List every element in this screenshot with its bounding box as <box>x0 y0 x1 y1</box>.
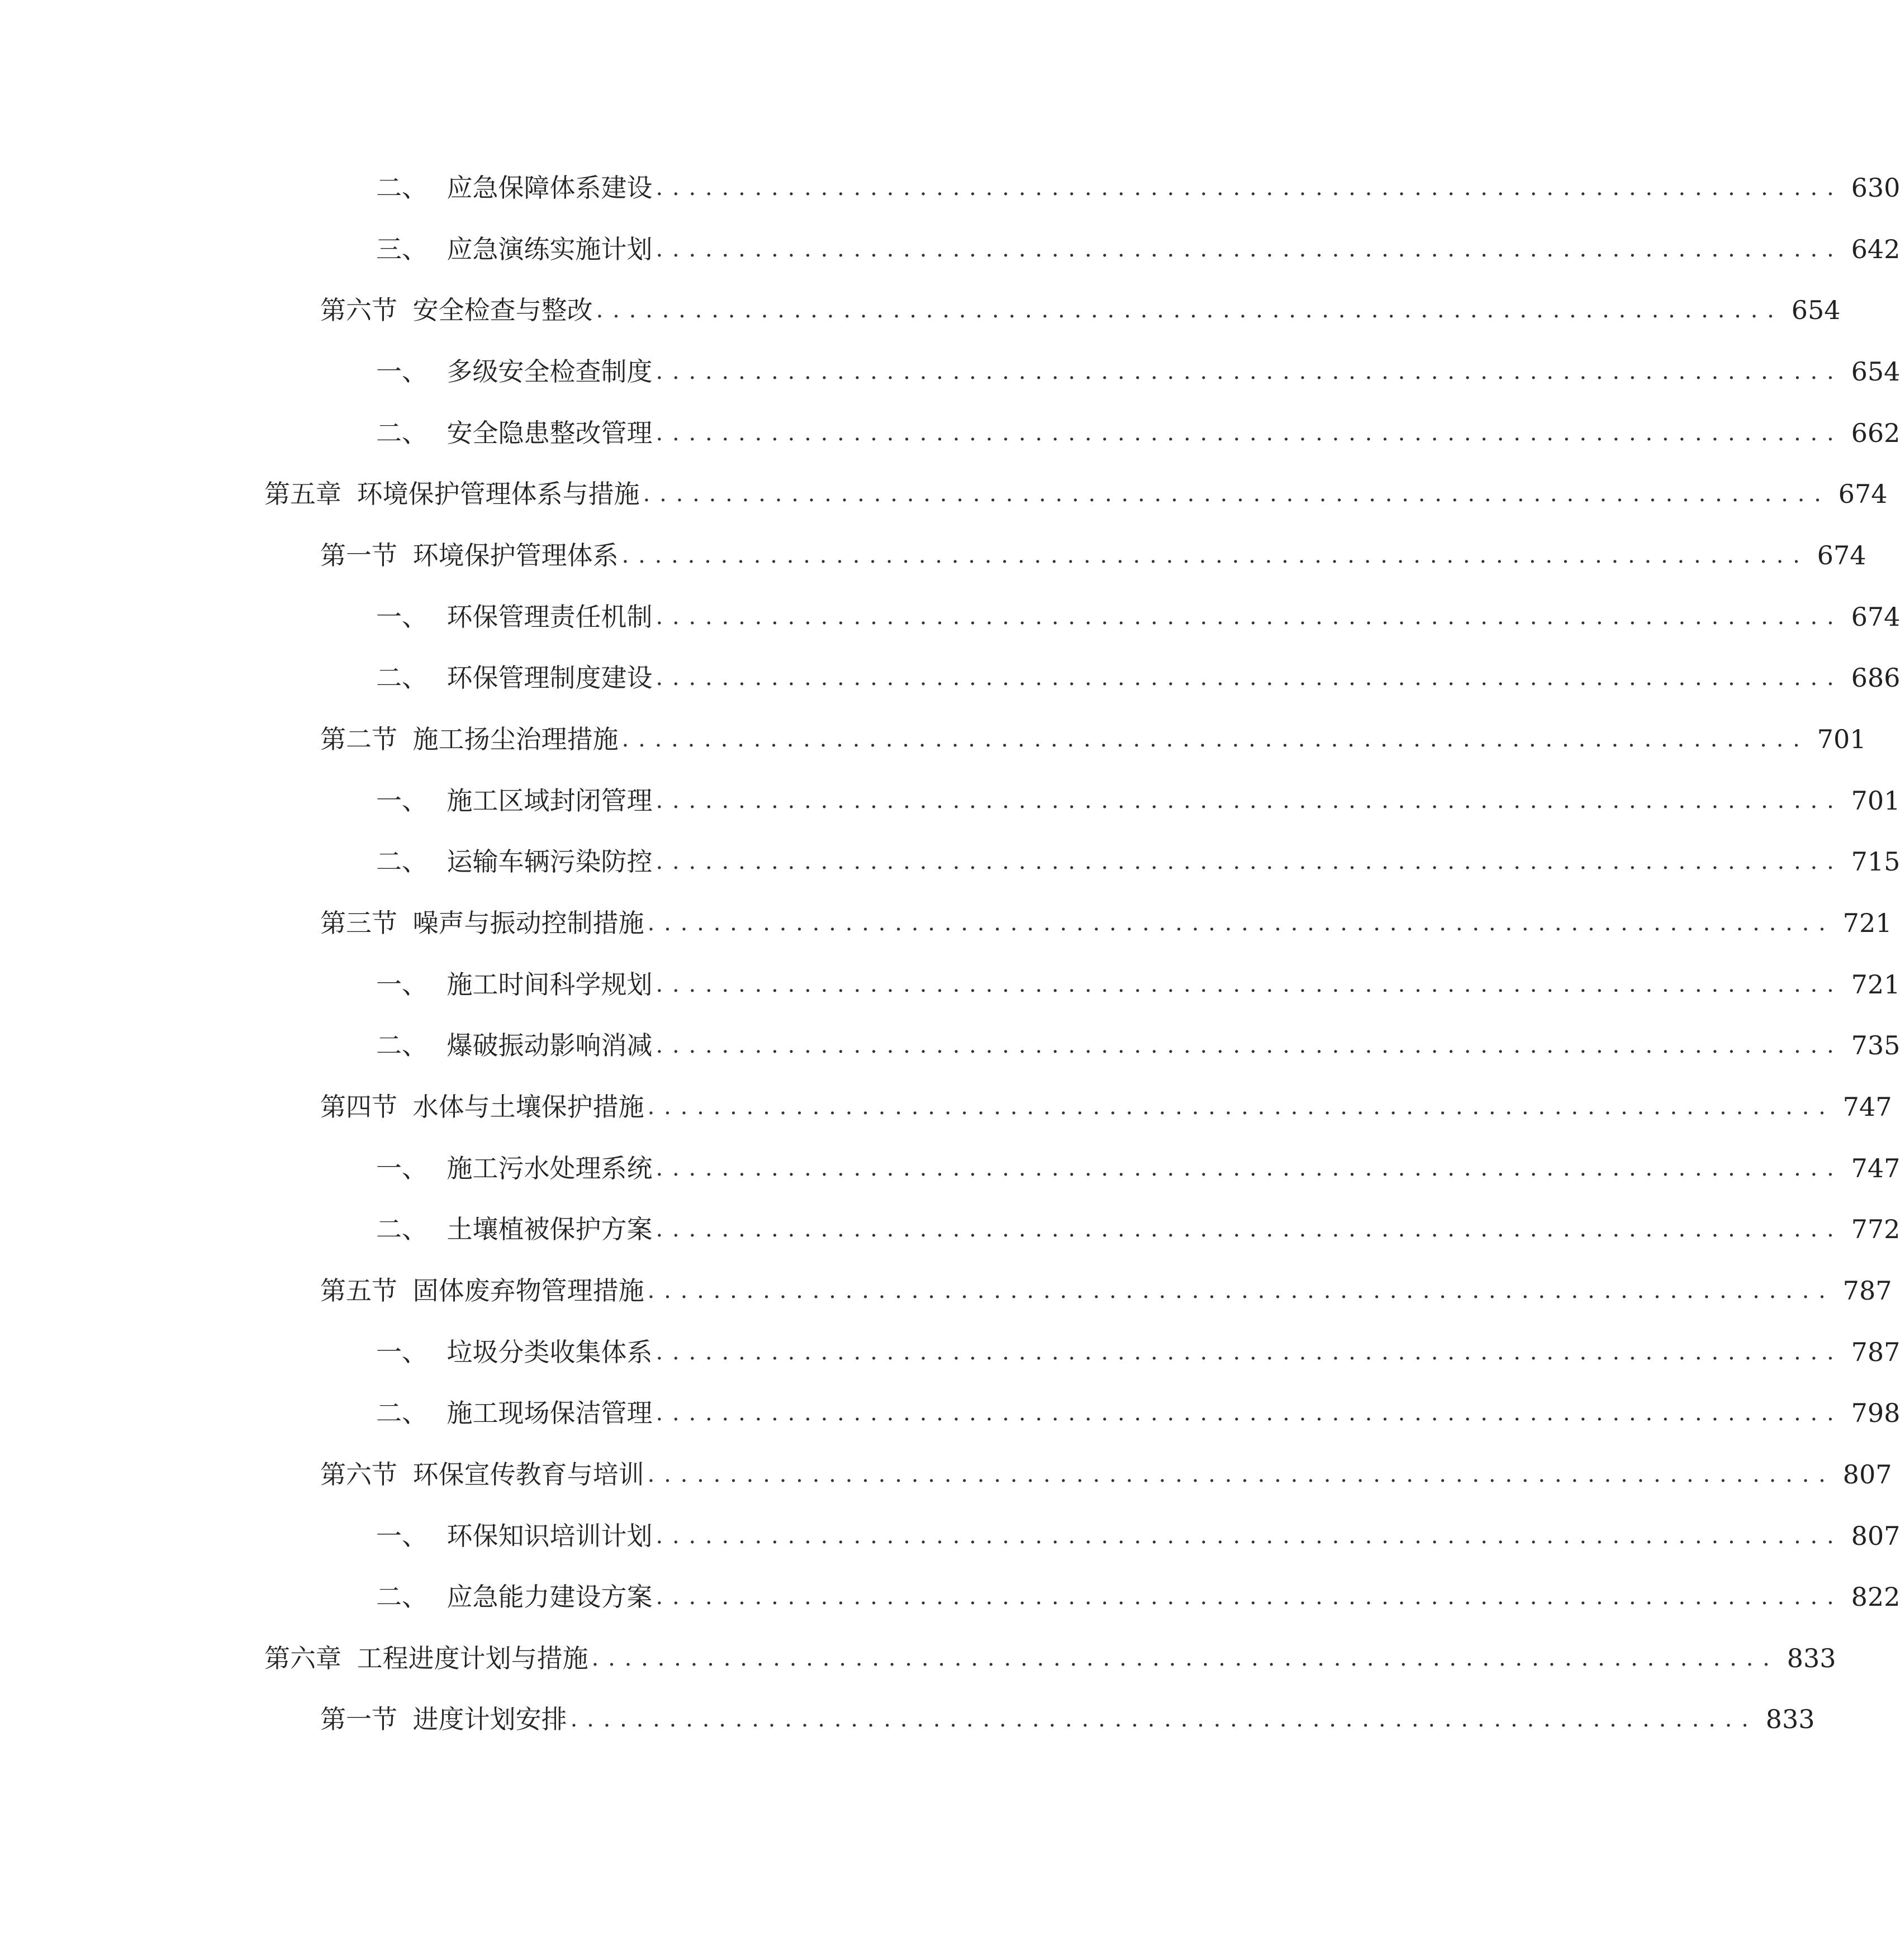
toc-entry-label <box>376 962 653 1007</box>
toc-entry[interactable] <box>376 1146 1900 1191</box>
toc-entry-number: 一、 <box>376 356 428 387</box>
toc-entry-title: 垃圾分类收集体系 <box>446 1337 653 1367</box>
toc-entry-page-number: 807 <box>1842 1459 1892 1490</box>
toc-entry-number: 第六节 <box>320 295 397 325</box>
toc-entry-page-number: 654 <box>1851 356 1900 387</box>
toc-entry-title: 环境保护管理体系 <box>412 540 619 570</box>
toc-entry[interactable] <box>376 349 1900 394</box>
toc-entry-label <box>264 472 640 516</box>
toc-entry-page-number: 686 <box>1851 663 1900 693</box>
toc-entry-page-number: 772 <box>1851 1214 1900 1244</box>
toc-entry-page-number: 833 <box>1787 1643 1836 1673</box>
toc-entry-title: 应急能力建设方案 <box>446 1582 653 1612</box>
toc-entry-number: 第二节 <box>320 724 397 754</box>
toc-dot-leader: ........................................................................ <box>591 1645 1779 1671</box>
toc-dot-leader: ........................................................................ <box>621 726 1809 752</box>
toc-entry-title: 施工区域封闭管理 <box>446 786 653 816</box>
toc-entry-label <box>376 778 653 823</box>
toc-entry-number: 第五章 <box>264 479 341 509</box>
toc-entry-title: 水体与土壤保护措施 <box>412 1092 644 1122</box>
toc-entry-title: 施工污水处理系统 <box>446 1153 653 1183</box>
toc-entry-title: 工程进度计划与措施 <box>357 1643 588 1673</box>
toc-entry-page-number: 674 <box>1817 540 1866 570</box>
toc-entry-number: 第三节 <box>320 908 397 938</box>
toc-dot-leader: ........................................................................ <box>656 1033 1844 1058</box>
toc-entry[interactable] <box>376 227 1900 272</box>
toc-entry-page-number: 674 <box>1851 602 1900 632</box>
toc-entry-title: 施工扬尘治理措施 <box>412 724 619 754</box>
toc-dot-leader: ........................................................................ <box>643 481 1831 507</box>
toc-entry-number: 一、 <box>376 1337 428 1367</box>
toc-entry-label <box>320 533 619 578</box>
toc-entry-title: 多级安全检查制度 <box>446 356 653 387</box>
toc-entry[interactable] <box>376 1514 1900 1558</box>
toc-entry-label <box>376 349 653 394</box>
toc-entry[interactable] <box>376 411 1900 455</box>
toc-entry-number: 一、 <box>376 1521 428 1551</box>
toc-dot-leader: ........................................................................ <box>656 788 1844 814</box>
toc-entry-number: 二、 <box>376 1214 428 1244</box>
toc-entry-page-number: 747 <box>1851 1153 1900 1183</box>
toc-entry[interactable] <box>376 962 1900 1007</box>
toc-entry[interactable] <box>320 901 1892 945</box>
toc-entry-number: 二、 <box>376 1030 428 1060</box>
toc-entry-label <box>320 717 619 762</box>
toc-entry-label <box>376 165 653 210</box>
toc-entry[interactable] <box>320 717 1866 762</box>
toc-entry[interactable] <box>264 472 1888 516</box>
toc-entry-page-number: 807 <box>1851 1521 1900 1551</box>
toc-entry-label <box>376 1023 653 1068</box>
toc-dot-leader: ........................................................................ <box>656 1216 1844 1242</box>
toc-entry-number: 三、 <box>376 234 428 264</box>
toc-entry-label <box>376 1207 653 1252</box>
toc-entry-page-number: 735 <box>1851 1030 1900 1060</box>
toc-entry-number: 一、 <box>376 786 428 816</box>
toc-dot-leader: ........................................................................ <box>656 1584 1844 1610</box>
toc-entry-title: 环保宣传教育与培训 <box>412 1459 644 1490</box>
toc-entry-label <box>320 901 644 945</box>
toc-entry-page-number: 747 <box>1842 1092 1892 1122</box>
toc-entry-title: 应急演练实施计划 <box>446 234 653 264</box>
toc-entry-label <box>376 1330 653 1374</box>
toc-entry-label <box>376 1514 653 1558</box>
toc-entry-label <box>376 1574 653 1619</box>
toc-entry-label <box>376 1391 653 1435</box>
toc-entry-title: 固体废弃物管理措施 <box>412 1276 644 1306</box>
toc-entry-page-number: 787 <box>1851 1337 1900 1367</box>
toc-entry-title: 环境保护管理体系与措施 <box>357 479 640 509</box>
toc-entry[interactable] <box>320 1268 1892 1313</box>
toc-entry-title: 环保知识培训计划 <box>446 1521 653 1551</box>
toc-entry-page-number: 654 <box>1791 295 1841 325</box>
toc-entry-number: 第一节 <box>320 1704 397 1734</box>
toc-entry-page-number: 701 <box>1851 786 1900 816</box>
toc-entry-number: 一、 <box>376 1153 428 1183</box>
toc-entry-label <box>376 1146 653 1191</box>
toc-entry-number: 一、 <box>376 602 428 632</box>
toc-entry-number: 二、 <box>376 1582 428 1612</box>
toc-entry-page-number: 674 <box>1838 479 1888 509</box>
toc-entry[interactable] <box>376 1391 1900 1435</box>
toc-entry[interactable] <box>320 1697 1815 1742</box>
toc-entry-label <box>320 288 593 332</box>
toc-dot-leader: ........................................................................ <box>656 604 1844 630</box>
toc-entry-label <box>376 411 653 455</box>
toc-dot-leader: ........................................................................ <box>656 236 1844 262</box>
toc-entry[interactable] <box>320 1084 1892 1129</box>
toc-dot-leader: ........................................................................ <box>570 1706 1758 1732</box>
toc-dot-leader: ........................................................................ <box>656 420 1844 446</box>
toc-entry[interactable] <box>376 165 1900 210</box>
toc-entry-title: 安全隐患整改管理 <box>446 418 653 448</box>
toc-entry[interactable] <box>376 778 1900 823</box>
toc-entry-page-number: 787 <box>1842 1276 1892 1306</box>
toc-entry-title: 土壤植被保护方案 <box>446 1214 653 1244</box>
toc-entry-number: 第五节 <box>320 1276 397 1306</box>
toc-entry-label <box>320 1697 567 1742</box>
toc-dot-leader: ........................................................................ <box>647 1094 1835 1120</box>
toc-entry-label <box>320 1452 644 1497</box>
toc-entry-label <box>264 1636 588 1681</box>
toc-entry-number: 二、 <box>376 663 428 693</box>
toc-entry-title: 环保管理制度建设 <box>446 663 653 693</box>
toc-entry-title: 进度计划安排 <box>412 1704 567 1734</box>
toc-entry-title: 安全检查与整改 <box>412 295 593 325</box>
toc-entry-title: 施工时间科学规划 <box>446 969 653 1000</box>
toc-entry-label <box>320 1268 644 1313</box>
toc-entry-page-number: 630 <box>1851 173 1900 203</box>
toc-entry-label <box>376 594 653 639</box>
toc-entry-title: 环保管理责任机制 <box>446 602 653 632</box>
toc-entry-page-number: 715 <box>1851 846 1900 877</box>
toc-dot-leader: ........................................................................ <box>656 665 1844 691</box>
toc-entry-page-number: 721 <box>1851 969 1900 1000</box>
toc-entry-number: 第一节 <box>320 540 397 570</box>
toc-entry-title: 爆破振动影响消减 <box>446 1030 653 1060</box>
toc-entry-number: 第六章 <box>264 1643 341 1673</box>
toc-entry[interactable] <box>376 1207 1900 1252</box>
toc-entry-number: 一、 <box>376 969 428 1000</box>
toc-entry-number: 二、 <box>376 846 428 877</box>
toc-entry-title: 应急保障体系建设 <box>446 173 653 203</box>
toc-entry-label <box>376 839 653 884</box>
toc-entry-page-number: 701 <box>1817 724 1866 754</box>
toc-dot-leader: ........................................................................ <box>656 1523 1844 1549</box>
toc-entry-number: 第六节 <box>320 1459 397 1490</box>
toc-dot-leader: ........................................................................ <box>656 1155 1844 1181</box>
toc-entry-page-number: 721 <box>1842 908 1892 938</box>
toc-entry-page-number: 833 <box>1765 1704 1815 1734</box>
toc-dot-leader: ........................................................................ <box>647 910 1835 936</box>
toc-dot-leader: ........................................................................ <box>596 297 1784 323</box>
toc-dot-leader: ........................................................................ <box>656 1400 1844 1426</box>
toc-entry[interactable] <box>264 1636 1836 1681</box>
toc-dot-leader: ........................................................................ <box>656 175 1844 201</box>
toc-entry[interactable] <box>376 655 1900 700</box>
toc-entry[interactable] <box>320 1452 1892 1497</box>
toc-entry[interactable] <box>376 839 1900 884</box>
toc-entry[interactable] <box>376 594 1900 639</box>
toc-entry[interactable] <box>320 288 1841 332</box>
toc-entry[interactable] <box>376 1330 1900 1374</box>
toc-entry-page-number: 662 <box>1851 418 1900 448</box>
toc-entry-title: 噪声与振动控制措施 <box>412 908 644 938</box>
toc-entry-number: 二、 <box>376 418 428 448</box>
toc-entry-number: 二、 <box>376 173 428 203</box>
toc-entry-title: 施工现场保洁管理 <box>446 1398 653 1428</box>
toc-dot-leader: ........................................................................ <box>621 543 1809 568</box>
toc-entry-number: 第四节 <box>320 1092 397 1122</box>
toc-entry[interactable] <box>376 1023 1900 1068</box>
toc-entry-title: 运输车辆污染防控 <box>446 846 653 877</box>
toc-dot-leader: ........................................................................ <box>656 359 1844 384</box>
toc-dot-leader: ........................................................................ <box>656 1339 1844 1365</box>
toc-entry-number: 二、 <box>376 1398 428 1428</box>
toc-entry-page-number: 798 <box>1851 1398 1900 1428</box>
toc-entry-page-number: 642 <box>1851 234 1900 264</box>
toc-entry-label <box>376 227 653 272</box>
toc-dot-leader: ........................................................................ <box>656 849 1844 874</box>
toc-entry[interactable] <box>320 533 1866 578</box>
toc-entry-label <box>376 655 653 700</box>
toc-entry-label <box>320 1084 644 1129</box>
toc-dot-leader: ........................................................................ <box>647 1462 1835 1487</box>
toc-entry-page-number: 822 <box>1851 1582 1900 1612</box>
toc-dot-leader: ........................................................................ <box>647 1278 1835 1304</box>
toc-dot-leader: ........................................................................ <box>656 972 1844 997</box>
toc-entry[interactable] <box>376 1574 1900 1619</box>
